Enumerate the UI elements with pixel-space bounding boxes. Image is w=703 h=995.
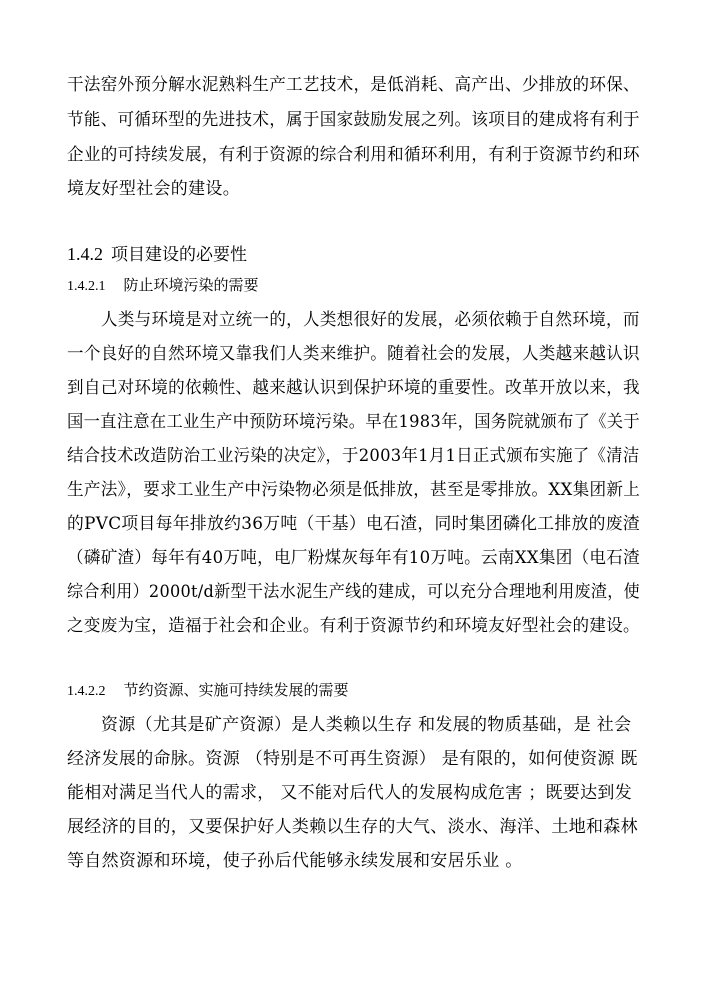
section-heading	[67, 242, 247, 267]
sub2-line-1: 资源（尤其是矿产资源）是人类赖以生存 和发展的物质基础，是 社会	[101, 715, 632, 735]
sub2-line-4: 展经济的目的，又要保护好人类赖以生存的大气、淡水、海洋、土地和森林	[67, 817, 638, 837]
subsection-1-title: 防止环境污染的需要	[123, 276, 259, 294]
intro-line-3: 企业的可持续发展，有利于资源的综合利用和循环利用，有利于资源节约和环	[67, 145, 640, 165]
sub2-line-2: 经济发展的命脉。资源 （特别是不可再生资源） 是有限的，如何使资源 既	[67, 749, 638, 769]
subsection-1-number: 1.4.2.1	[67, 279, 106, 294]
section-title: 项目建设的必要性	[111, 245, 247, 265]
subsection-2-title: 节约资源、实施可持续发展的需要	[123, 681, 349, 699]
sub1-line-10: 之变废为宝，造福于社会和企业。有利于资源节约和环境友好型社会的建设。	[67, 616, 640, 636]
sub2-line-5: 等自然资源和环境，使子孙后代能够永续发展和安居乐业 。	[67, 851, 523, 871]
sub1-line-4: 国一直注意在工业生产中预防环境污染。早在1983年，国务院就颁布了《关于	[67, 412, 640, 432]
sub1-line-8: （磷矿渣）每年有40万吨，电厂粉煤灰每年有10万吨。云南XX集团（电石渣	[67, 548, 640, 568]
subsection-2-heading	[67, 679, 349, 703]
sub1-line-3: 到自己对环境的依赖性、越来越认识到保护环境的重要性。改革开放以来，我	[67, 378, 640, 398]
sub2-line-3: 能相对满足当代人的需求， 又不能对后代人的发展构成危害 ；既要达到发	[67, 783, 633, 803]
sub1-line-6: 生产法》，要求工业生产中污染物必须是低排放，甚至是零排放。XX集团新上	[67, 480, 641, 500]
sub1-line-1: 人类与环境是对立统一的，人类想很好的发展，必须依赖于自然环境，而	[101, 310, 640, 330]
subsection-2-number: 1.4.2.2	[67, 684, 106, 699]
section-number: 1.4.2	[67, 244, 103, 264]
sub1-line-9: 综合利用）2000t/d新型干法水泥生产线的建成，可以充分合理地利用废渣，使	[67, 582, 641, 602]
intro-line-4: 境友好型社会的建设。	[67, 179, 240, 199]
sub1-line-2: 一个良好的自然环境又靠我们人类来维护。随着社会的发展，人类越来越认识	[67, 344, 640, 364]
sub1-line-5: 结合技术改造防治工业污染的决定》，于2003年1月1日正式颁布实施了《清洁	[67, 446, 640, 466]
intro-line-1: 干法窑外预分解水泥熟料生产工艺技术，是低消耗、高产出、少排放的环保、	[67, 75, 640, 95]
subsection-1-heading	[67, 274, 259, 298]
sub1-line-7: 的PVC项目每年排放约36万吨（干基）电石渣，同时集团磷化工排放的废渣	[67, 514, 641, 534]
intro-line-2: 节能、可循环型的先进技术，属于国家鼓励发展之列。该项目的建成将有利于	[67, 110, 640, 130]
